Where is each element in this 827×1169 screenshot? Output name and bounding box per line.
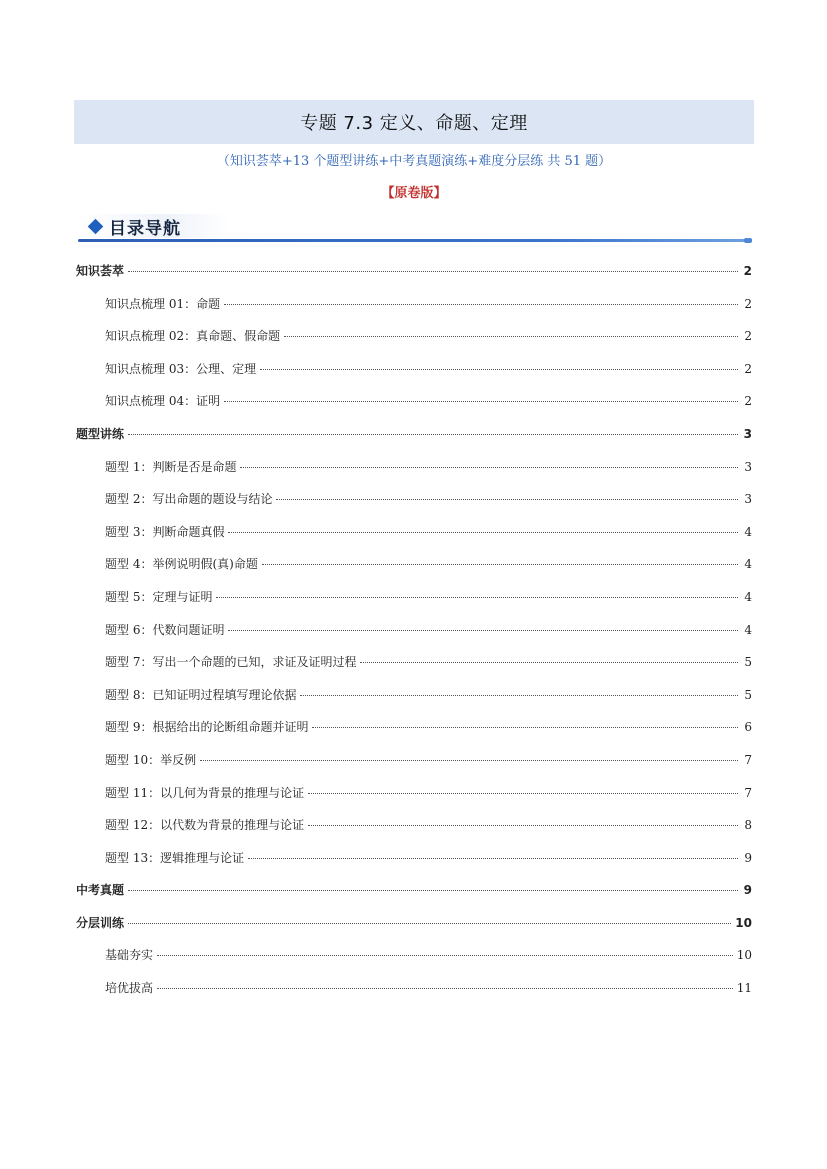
toc-dot-leader xyxy=(216,597,738,598)
toc-entry-label: 分层训练 xyxy=(76,915,125,930)
toc-dot-leader xyxy=(276,499,738,500)
toc-page-number: 5 xyxy=(744,687,752,702)
toc-header xyxy=(78,214,752,244)
toc-entry-label: 题型 3：判断命题真假 xyxy=(105,524,225,539)
toc-page-number: 2 xyxy=(744,296,752,311)
toc-subsection-entry[interactable] xyxy=(76,288,752,321)
toc-page-number: 4 xyxy=(744,557,752,572)
toc-subsection-entry[interactable] xyxy=(76,451,752,484)
toc-entry-label: 题型 11：以几何为背景的推理与论证 xyxy=(105,785,305,800)
toc-entry-label: 题型 1：判断是否是命题 xyxy=(105,459,237,474)
toc-page-number: 2 xyxy=(743,264,752,278)
toc-dot-leader xyxy=(128,923,731,924)
toc-page-number: 2 xyxy=(744,361,752,376)
toc-entry-label: 知识点梳理 01：命题 xyxy=(105,296,221,311)
toc-dot-leader xyxy=(308,825,738,826)
toc-page-number: 7 xyxy=(744,752,752,767)
toc-subsection-entry[interactable] xyxy=(76,581,752,614)
toc-page-number: 4 xyxy=(744,524,752,539)
toc-entry-label: 题型 9：根据给出的论断组命题并证明 xyxy=(105,720,309,735)
toc-dot-leader xyxy=(224,401,738,402)
toc-subsection-entry[interactable] xyxy=(76,385,752,418)
toc-page-number: 11 xyxy=(736,981,752,996)
toc-dot-leader xyxy=(300,695,738,696)
toc-section-entry[interactable] xyxy=(76,907,752,940)
toc-page-number: 2 xyxy=(744,394,752,409)
toc-subsection-entry[interactable] xyxy=(76,614,752,647)
toc-entry-label: 基础夯实 xyxy=(105,948,154,963)
toc-dot-leader xyxy=(260,369,738,370)
toc-page-number: 5 xyxy=(744,655,752,670)
toc-dot-leader xyxy=(240,467,738,468)
toc-subsection-entry[interactable] xyxy=(76,842,752,875)
toc-subsection-entry[interactable] xyxy=(76,548,752,581)
toc-subsection-entry[interactable] xyxy=(76,711,752,744)
toc-entry-label: 知识荟萃 xyxy=(76,264,125,278)
toc-entry-label: 题型 8：已知证明过程填写理论依据 xyxy=(105,687,297,702)
toc-entry-label: 题型 4：举例说明假(真)命题 xyxy=(105,557,258,572)
toc-header-underline-end xyxy=(744,238,752,243)
toc-dot-leader xyxy=(308,793,738,794)
toc-entry-label: 知识点梳理 02：真命题、假命题 xyxy=(105,329,281,344)
toc-subsection-entry[interactable] xyxy=(76,809,752,842)
toc-entry-label: 题型 10：举反例 xyxy=(105,752,197,767)
toc-page-number: 4 xyxy=(744,589,752,604)
toc-page-number: 3 xyxy=(744,459,752,474)
toc-subsection-entry[interactable] xyxy=(76,516,752,549)
toc-subsection-entry[interactable] xyxy=(76,972,752,1005)
toc-dot-leader xyxy=(284,336,738,337)
toc-header-underline xyxy=(78,239,752,242)
toc-page-number: 3 xyxy=(743,426,752,441)
toc-subsection-entry[interactable] xyxy=(76,483,752,516)
toc-dot-leader xyxy=(157,955,733,956)
toc-dot-leader xyxy=(360,662,738,663)
toc-dot-leader xyxy=(128,890,738,891)
toc-dot-leader xyxy=(228,630,738,631)
toc-entry-label: 题型 6：代数问题证明 xyxy=(105,622,225,637)
toc-dot-leader xyxy=(262,564,738,565)
toc-section-entry[interactable] xyxy=(76,418,752,451)
toc-page-number: 4 xyxy=(744,622,752,637)
toc-page-number: 3 xyxy=(744,492,752,507)
toc-page-number: 9 xyxy=(744,850,752,865)
toc-section-entry[interactable] xyxy=(76,255,752,288)
toc-entry-label: 题型 2：写出命题的题设与结论 xyxy=(105,492,273,507)
toc-dot-leader xyxy=(128,434,738,435)
diamond-icon xyxy=(88,218,104,234)
toc-entry-label: 题型 7：写出一个命题的已知，求证及证明过程 xyxy=(105,655,357,670)
toc-dot-leader xyxy=(312,727,738,728)
toc-dot-leader xyxy=(200,760,738,761)
toc-page-number: 7 xyxy=(744,785,752,800)
toc-entry-label: 中考真题 xyxy=(76,883,125,898)
toc-entry-label: 知识点梳理 03：公理、定理 xyxy=(105,361,257,376)
toc-subsection-entry[interactable] xyxy=(76,777,752,810)
toc-page-number: 2 xyxy=(744,329,752,344)
toc-subsection-entry[interactable] xyxy=(76,679,752,712)
title-banner xyxy=(74,100,754,144)
toc-page-number: 10 xyxy=(735,915,752,930)
toc-section-entry[interactable] xyxy=(76,874,752,907)
toc-entry-label: 培优拔高 xyxy=(105,981,154,996)
toc-entry-label: 题型 12：以代数为背景的推理与论证 xyxy=(105,818,305,833)
toc-entry-label: 题型 5：定理与证明 xyxy=(105,589,213,604)
subtitle: （知识荟萃+13 个题型讲练+中考真题演练+难度分层练 共 51 题） xyxy=(216,154,612,169)
toc-entry-label: 知识点梳理 04：证明 xyxy=(105,394,221,409)
toc-subsection-entry[interactable] xyxy=(76,939,752,972)
toc-page-number: 10 xyxy=(736,948,752,963)
page-title: 专题 7.3 定义、命题、定理 xyxy=(300,113,528,134)
toc-subsection-entry[interactable] xyxy=(76,320,752,353)
toc-page-number: 6 xyxy=(744,720,752,735)
toc-dot-leader xyxy=(157,988,733,989)
toc-subsection-entry[interactable] xyxy=(76,646,752,679)
edition-label: 【原卷版】 xyxy=(381,186,447,201)
table-of-contents xyxy=(76,255,752,1005)
toc-subsection-entry[interactable] xyxy=(76,744,752,777)
toc-dot-leader xyxy=(228,532,738,533)
toc-heading: 目录导航 xyxy=(109,218,181,239)
toc-dot-leader xyxy=(224,304,738,305)
toc-entry-label: 题型 13：逻辑推理与论证 xyxy=(105,850,245,865)
toc-dot-leader xyxy=(248,858,738,859)
toc-subsection-entry[interactable] xyxy=(76,353,752,386)
toc-entry-label: 题型讲练 xyxy=(76,426,125,441)
toc-page-number: 9 xyxy=(743,883,752,898)
toc-header-tab xyxy=(78,214,228,238)
toc-page-number: 8 xyxy=(744,818,752,833)
toc-dot-leader xyxy=(128,271,738,272)
